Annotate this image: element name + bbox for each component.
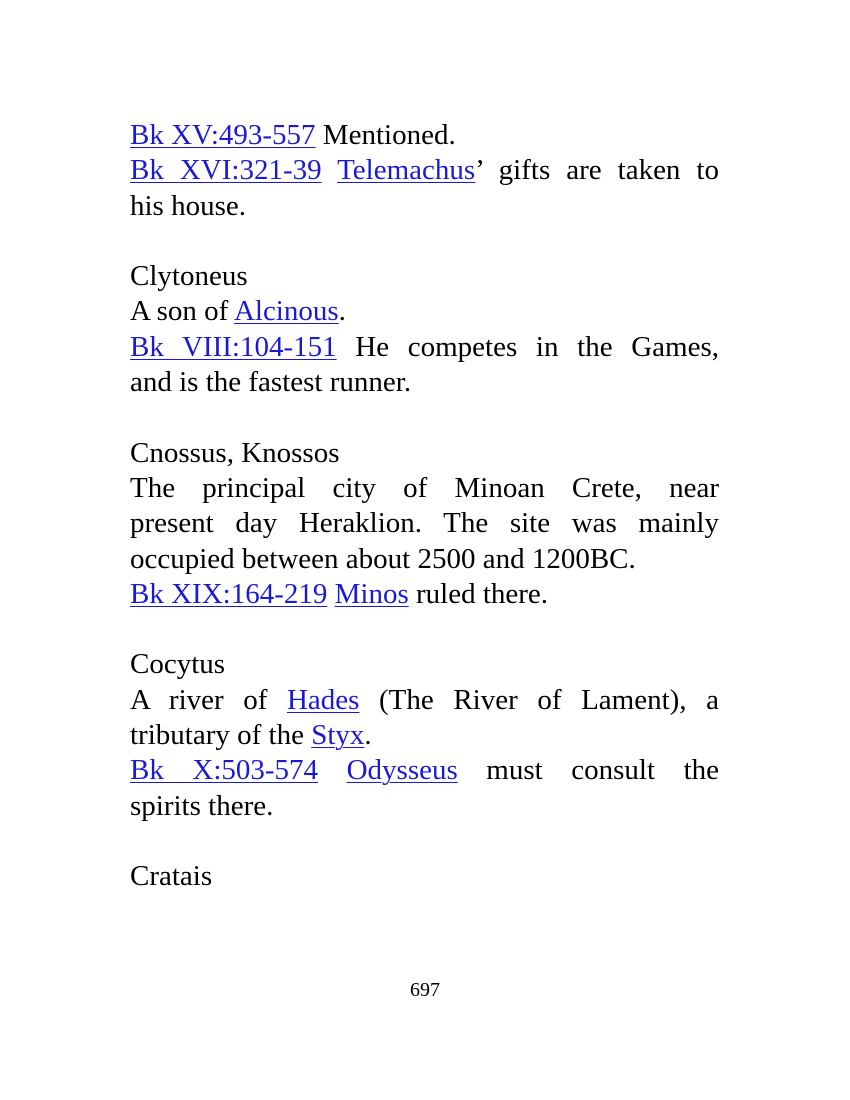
description-text: . [338,295,346,328]
entry-line-reference [130,153,719,188]
book-reference-link[interactable]: Bk VIII:104-151 [130,330,337,363]
entry-line-reference [130,118,719,153]
reference-text: must consult the [457,754,719,787]
entry-description [130,294,719,329]
entry-description: occupied between about 2500 and 1200BC. [130,542,636,575]
entry-description [130,718,719,753]
description-text: tributary of the [130,719,312,752]
separator [318,754,347,786]
page-number: 697 [410,979,440,1001]
separator [322,154,337,186]
name-link-telemachus[interactable]: Telemachus [337,154,476,187]
reference-text: He competes in the Games, [336,330,719,363]
name-link-hades[interactable]: Hades [286,683,360,716]
name-link-styx[interactable]: Styx [311,719,365,752]
entry-description: present day Heraklion. The site was mainly [130,507,719,540]
description-text: A river of [130,683,287,716]
entry-line-continuation: spirits there. [130,789,274,822]
paragraph-gap [130,824,719,859]
paragraph-gap [130,224,719,259]
entry-heading-clytoneus: Clytoneus [130,260,248,293]
book-reference-link[interactable]: Bk X:503-574 [130,754,319,787]
paragraph-gap [130,612,719,647]
entry-description [130,683,719,718]
name-link-odysseus[interactable]: Odysseus [346,754,458,787]
reference-text: ruled there. [408,577,549,610]
entry-line-continuation: his house. [130,189,246,222]
description-text: A son of [130,295,234,328]
book-reference-link[interactable]: Bk XV:493-557 [130,119,316,151]
separator [327,578,334,610]
reference-text: ’ gifts are taken to [475,154,719,187]
book-reference-link[interactable]: Bk XIX:164-219 [130,577,328,610]
name-link-minos[interactable]: Minos [334,577,409,610]
entry-description: The principal city of Minoan Crete, near [130,471,719,504]
entry-line-reference [130,330,719,365]
reference-text: Mentioned. [315,119,456,151]
name-link-alcinous[interactable]: Alcinous [233,295,339,328]
page-content [130,118,719,895]
description-text: (The River of Lament), a [359,683,719,716]
book-reference-link[interactable]: Bk XVI:321-39 [130,154,322,187]
paragraph-gap [130,400,719,435]
entry-heading-cratais: Cratais [130,860,213,893]
description-text: . [364,719,372,752]
entry-line-continuation: and is the fastest runner. [130,366,412,399]
entry-heading-cnossus: Cnossus, Knossos [130,436,340,469]
entry-line-reference [130,753,719,788]
entry-line-reference [130,577,719,612]
entry-heading-cocytus: Cocytus [130,648,226,681]
